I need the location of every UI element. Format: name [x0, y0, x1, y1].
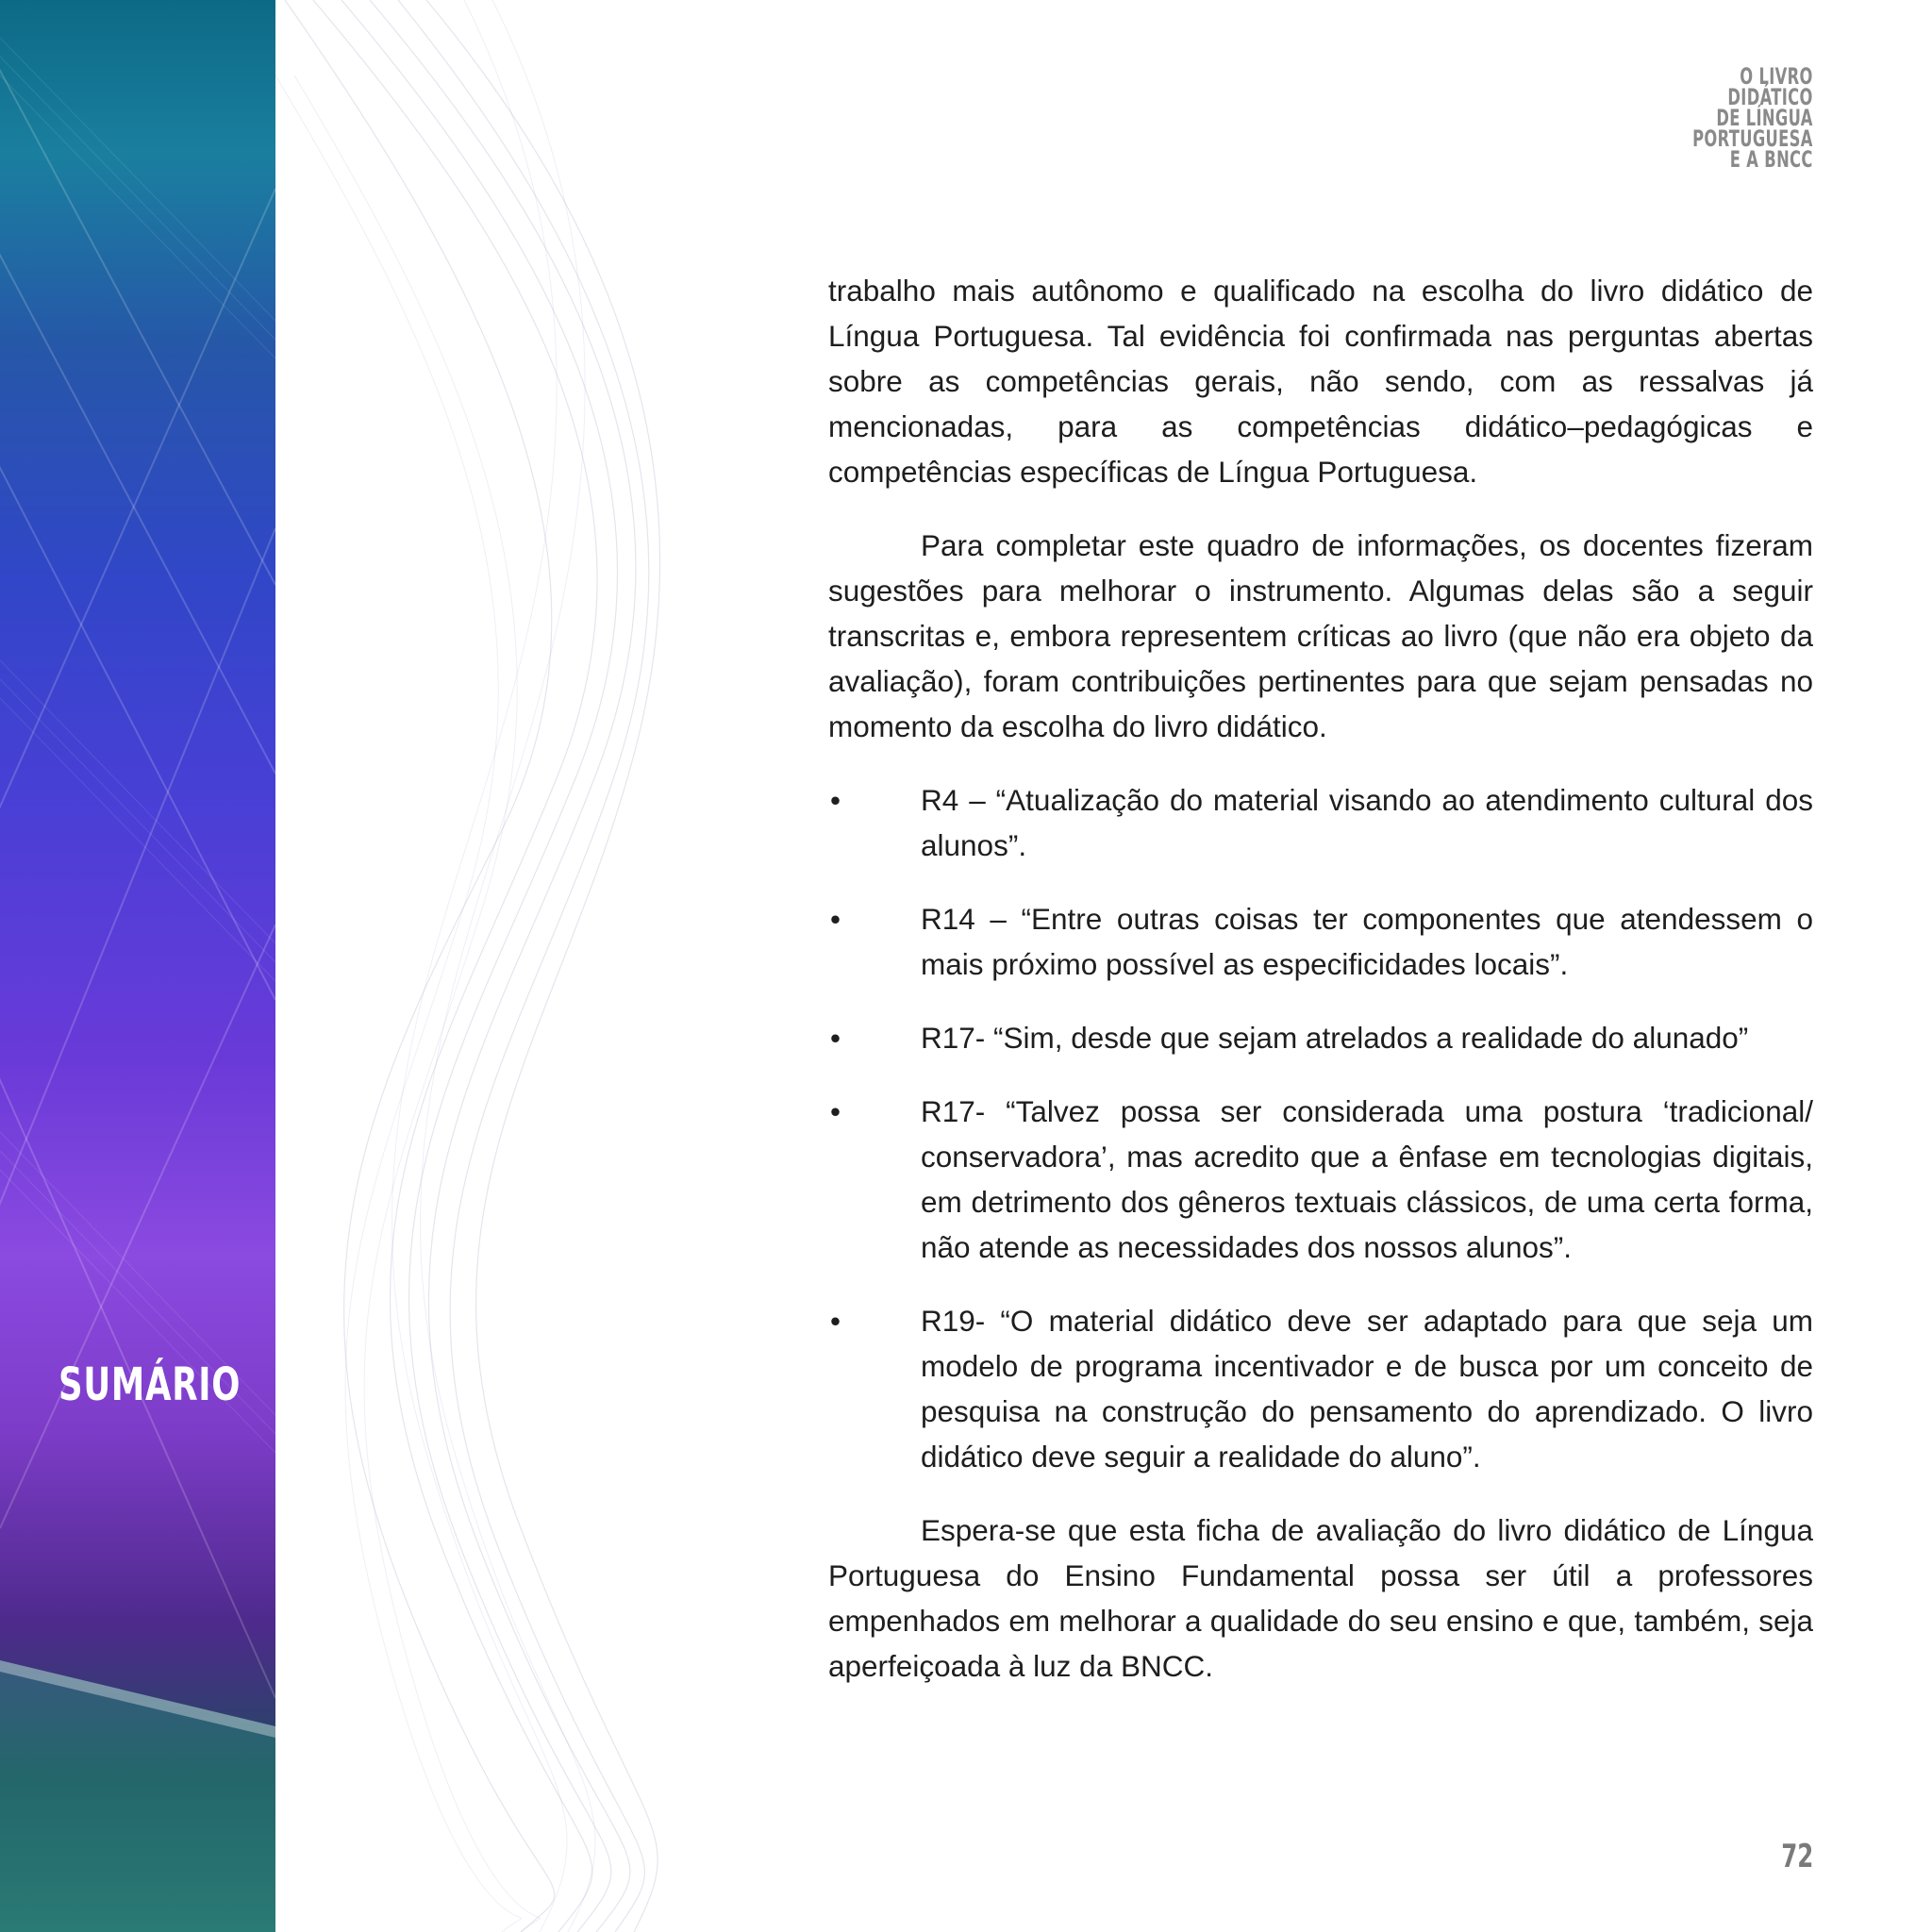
list-item-text: R19- “O material didático deve ser adaptado para que seja um modelo de programa incentivador e de busca por um conceito de pesquisa na construção do pensamento do aprendizado. O livro didático deve seguir a realidade do aluno”. — [921, 1304, 1813, 1474]
list-item-text: R17- “Sim, desde que sejam atrelados a realidade do alunado” — [921, 1021, 1749, 1055]
paragraph: Para completar este quadro de informações, os docentes fizeram sugestões para melhorar o instrumento. Algumas delas são a seguir transcritas e, embora representem críticas ao livro (que não era objeto da avaliação), foram contribuições pertinentes para que sejam pensadas no momento da escolha do livro didático. — [828, 528, 1813, 743]
bullet-icon: • — [830, 1021, 841, 1055]
bullet-icon: • — [830, 902, 841, 936]
list-item — [828, 1298, 1813, 1479]
book-title-line: DE LÍNGUA — [1716, 105, 1813, 131]
book-title-line: O LIVRO — [1740, 63, 1813, 90]
book-title-line: DIDÁTICO — [1727, 84, 1813, 110]
paragraph: Espera-se que esta ficha de avaliação do livro didático de Língua Portuguesa do Ensino Fundamental possa ser útil a professores empenhados em melhorar a qualidade do seu ensino e que, também, seja aperfeiçoada à luz da BNCC. — [828, 1513, 1813, 1683]
body-text — [828, 268, 1813, 1717]
list-item — [828, 1089, 1813, 1270]
book-title-line: PORTUGUESA — [1692, 125, 1813, 152]
list-item — [828, 777, 1813, 868]
book-title-line: E A BNCC — [1730, 146, 1813, 173]
bullet-icon: • — [830, 1094, 841, 1128]
bullet-icon: • — [830, 783, 841, 817]
summary-link[interactable]: SUMÁRIO — [58, 1358, 242, 1411]
side-band-pattern — [0, 0, 275, 1932]
quotes-list — [828, 777, 1813, 1479]
list-item-text: R14 – “Entre outras coisas ter componentes que atendessem o mais próximo possível as especificidades locais”. — [921, 902, 1813, 981]
book-title — [1692, 63, 1813, 173]
list-item — [828, 896, 1813, 987]
page-number: 72 — [1780, 1838, 1813, 1875]
paragraph: trabalho mais autônomo e qualificado na escolha do livro didático de Língua Portuguesa. Tal evidência foi confirmada nas perguntas abertas sobre as competências gerais, não sendo, com as ressalvas já mencionadas, para as competências didático–pedagógicas e competências específicas de Língua Portuguesa. — [828, 274, 1813, 489]
list-item-text: R4 – “Atualização do material visando ao atendimento cultural dos alunos”. — [921, 783, 1813, 862]
bullet-icon: • — [830, 1304, 841, 1338]
decorative-wave-lines — [275, 0, 709, 1932]
list-item — [828, 1015, 1813, 1060]
decorative-side-band — [0, 0, 275, 1932]
list-item-text: R17- “Talvez possa ser considerada uma postura ‘tradicional/ conservadora’, mas acredito que a ênfase em tecnologias digitais, em detrimento dos gêneros textuais clássicos, de uma certa forma, não atende as necessidades dos nossos alunos”. — [921, 1094, 1813, 1264]
